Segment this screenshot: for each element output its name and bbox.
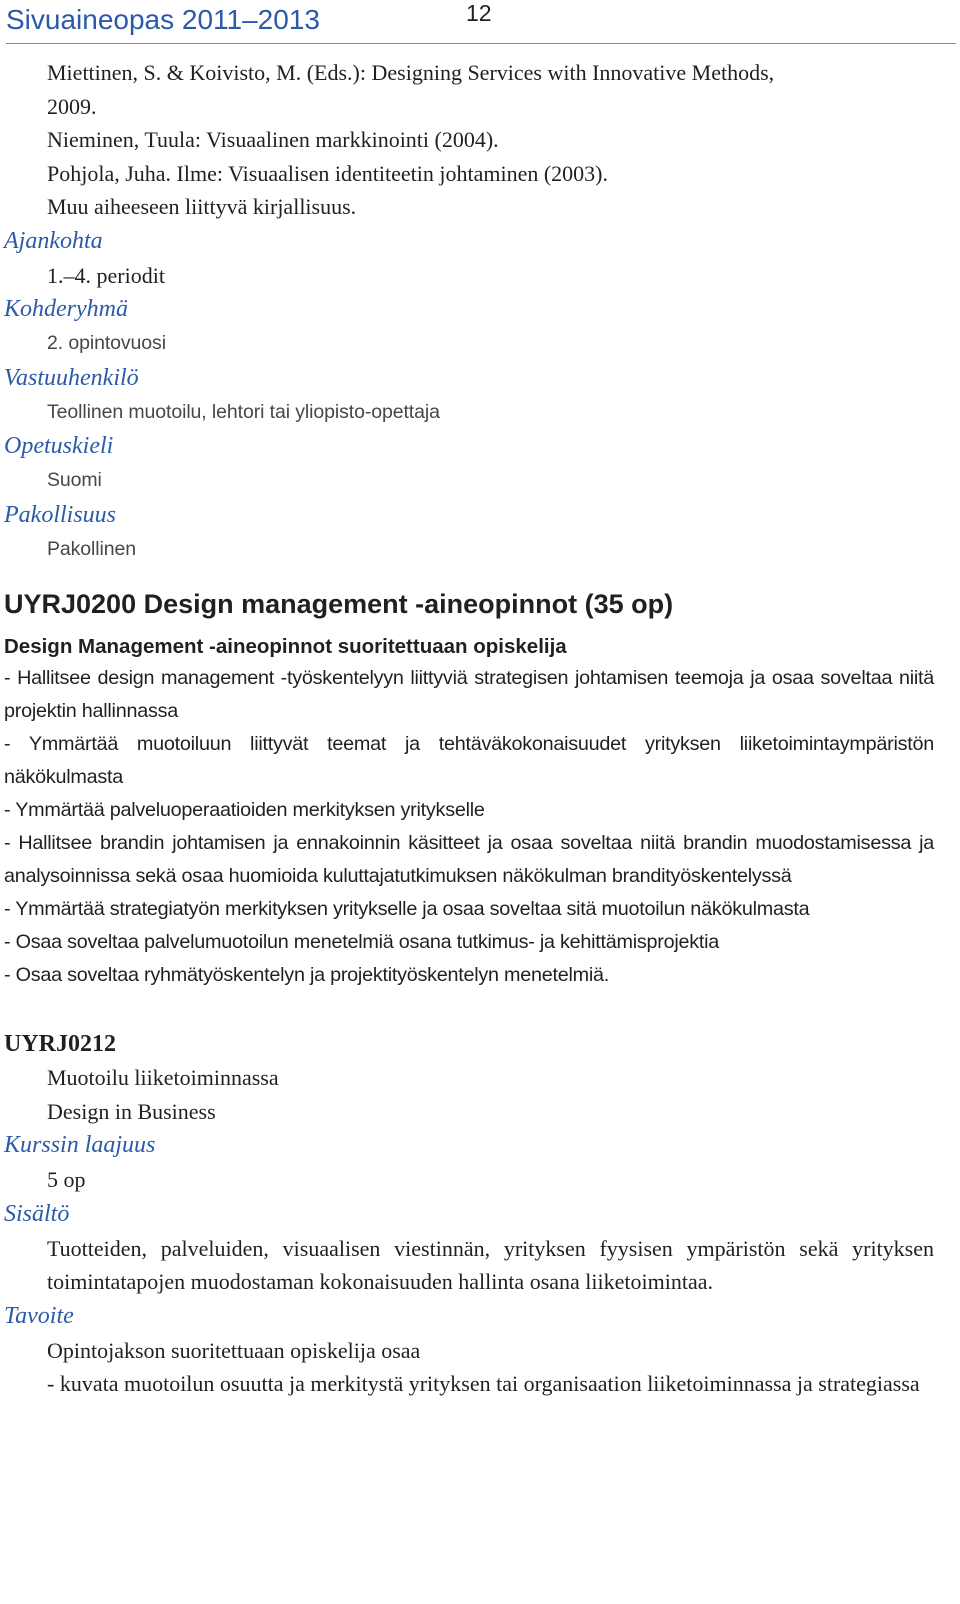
module-heading: UYRJ0200 Design management -aineopinnot (35 op) <box>4 589 674 619</box>
field-value-language: Suomi <box>47 469 102 491</box>
goal-item: - Osaa soveltaa ryhmätyöskentelyn ja projektityöskentelyn menetelmiä. <box>4 964 610 986</box>
field-label-timing: Ajankohta <box>4 227 103 254</box>
module-goals <box>0 632 960 992</box>
field-value-target-group: 2. opintovuosi <box>47 332 166 354</box>
course-fields <box>0 224 960 567</box>
reference-item: Nieminen, Tuula: Visuaalinen markkinointi (2004). <box>47 127 499 152</box>
guide-title: Sivuaineopas 2011–2013 <box>6 4 320 35</box>
field-label-responsible: Vastuuhenkilö <box>4 364 139 391</box>
course-name-fi: Muotoilu liiketoiminnassa <box>47 1065 279 1090</box>
goal-item: - Ymmärtää strategiatyön merkityksen yritykselle ja osaa soveltaa sitä muotoilun näkökulmasta <box>4 898 810 920</box>
course-goal-item: - kuvata muotoilun osuutta ja merkitystä yrityksen tai organisaation liiketoiminnassa ja strategiassa <box>47 1371 920 1396</box>
header-divider <box>6 43 956 44</box>
reference-item: Miettinen, S. & Koivisto, M. (Eds.): Designing Services with Innovative Methods, <box>47 60 775 85</box>
course-name-en: Design in Business <box>47 1098 216 1124</box>
field-value-scope: 5 op <box>47 1167 86 1192</box>
goal-item: - Ymmärtää muotoiluun liittyvät teemat ja tehtäväkokonaisuudet yrityksen liiketoimintaympäristön näkökulmasta <box>4 733 934 788</box>
field-label-scope: Kurssin laajuus <box>4 1132 156 1158</box>
course-content-text: Tuotteiden, palveluiden, visuaalisen viestinnän, yrityksen fyysisen ympäristön sekä yrityksen toimintatapojen muodostaman kokonaisuuden hallinta osana liiketoimintaa. <box>47 1235 934 1294</box>
reference-item: 2009. <box>47 93 97 119</box>
course-block <box>0 1028 960 1401</box>
course-goal-intro: Opintojakson suoritettuaan opiskelija osaa <box>47 1337 421 1363</box>
field-label-content: Sisältö <box>4 1200 70 1227</box>
references-list <box>0 56 960 224</box>
field-label-language: Opetuskieli <box>4 433 114 459</box>
field-value-responsible: Teollinen muotoilu, lehtori tai yliopisto-opettaja <box>47 400 440 423</box>
reference-item: Muu aiheeseen liittyvä kirjallisuus. <box>47 194 357 219</box>
field-label-target-group: Kohderyhmä <box>4 296 128 322</box>
field-value-timing: 1.–4. periodit <box>47 262 165 288</box>
page-number: 12 <box>466 0 492 26</box>
goal-item: - Ymmärtää palveluoperaatioiden merkityksen yritykselle <box>4 799 485 821</box>
field-value-compulsory: Pakollinen <box>47 537 136 560</box>
course-code: UYRJ0212 <box>4 1031 116 1057</box>
goals-heading: Design Management -aineopinnot suoritettuaan opiskelija <box>4 635 567 658</box>
goal-item: - Hallitsee design management -työskentelyyn liittyviä strategisen johtamisen teemoja ja osaa soveltaa niitä projektin hallinnassa <box>4 667 934 722</box>
goal-item: - Osaa soveltaa palvelumuotoilun menetelmiä osana tutkimus- ja kehittämisprojektia <box>4 931 720 953</box>
field-label-goal: Tavoite <box>4 1302 74 1329</box>
reference-item: Pohjola, Juha. Ilme: Visuaalisen identiteetin johtaminen (2003). <box>47 160 608 186</box>
field-label-compulsory: Pakollisuus <box>4 501 116 528</box>
page-content <box>0 56 960 1401</box>
goal-item: - Hallitsee brandin johtamisen ja ennakoinnin käsitteet ja osaa soveltaa niitä brandin muodostamisessa ja analysoinnissa sekä osaa huomioida kuluttajatutkimuksen näkökulman brandityöskentelyssä <box>4 832 934 887</box>
